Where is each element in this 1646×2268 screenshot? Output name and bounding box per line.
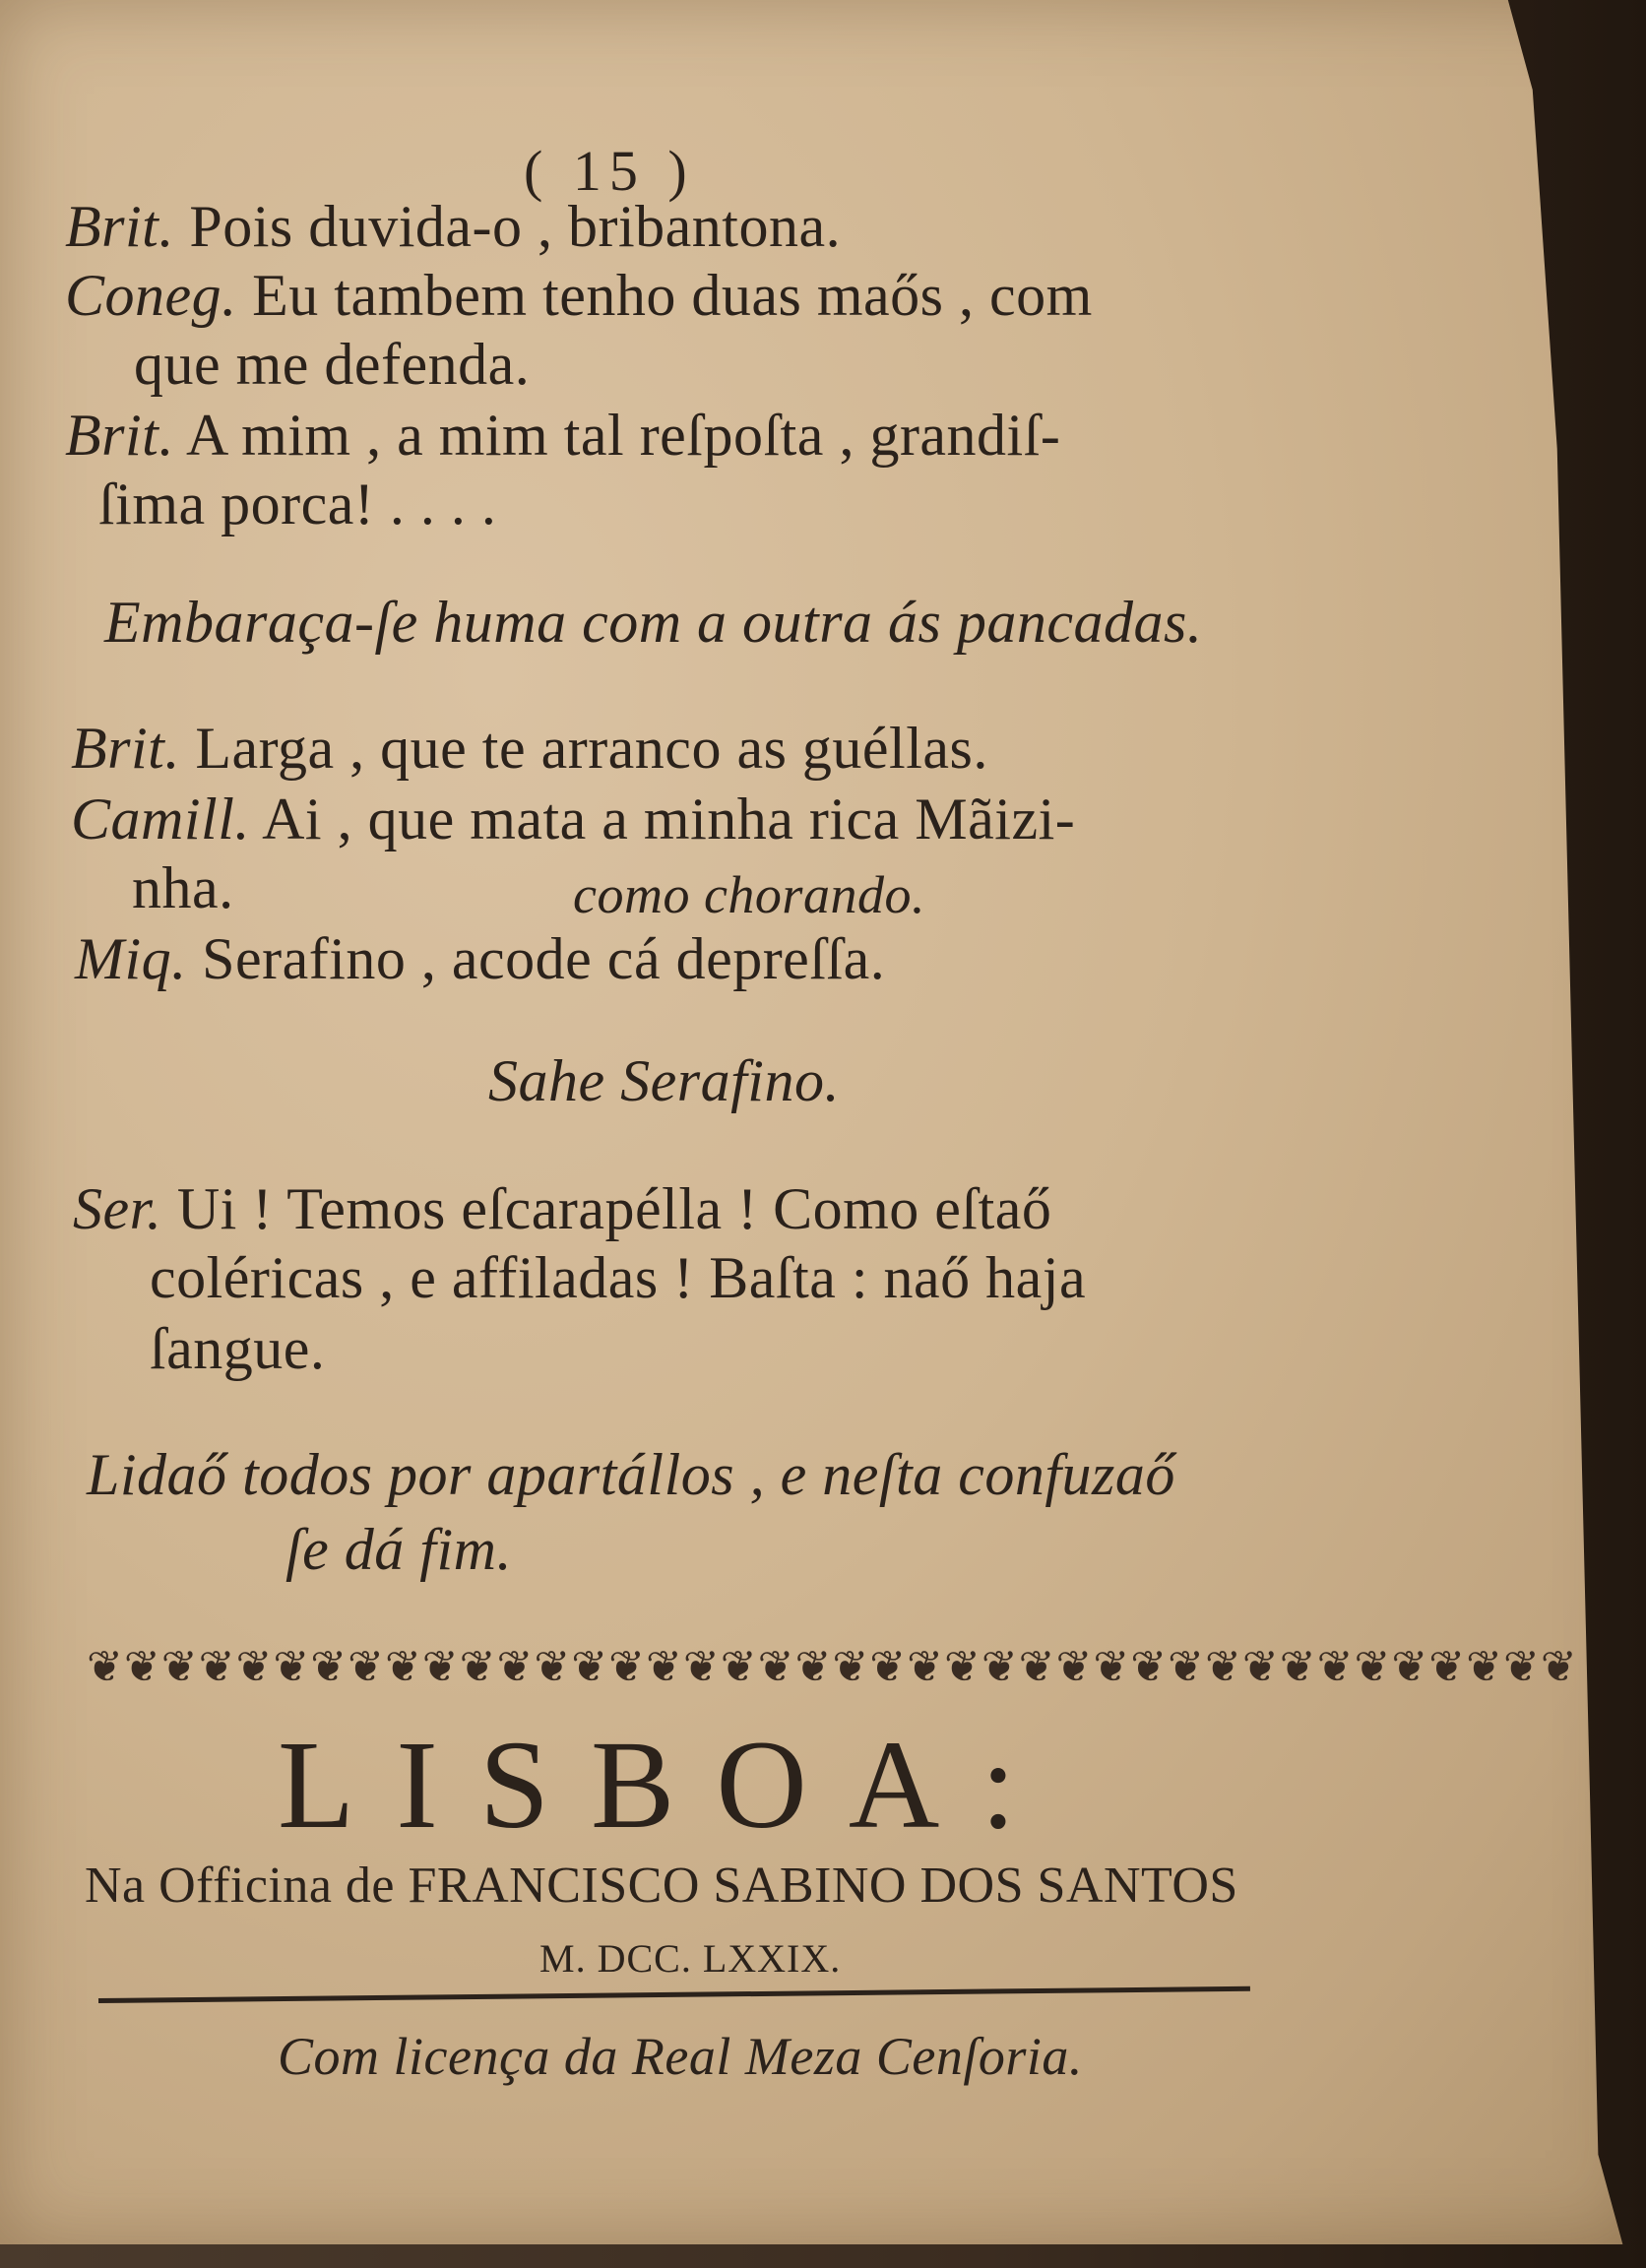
- ornament-border: ❦❦❦❦❦❦❦❦❦❦❦❦❦❦❦❦❦❦❦❦❦❦❦❦❦❦❦❦❦❦❦❦❦❦❦❦❦❦❦❦: [87, 1643, 1578, 1691]
- dialogue-text: nha.: [132, 855, 234, 920]
- dialogue-line: [73, 1175, 1051, 1243]
- speaker-name: Brit.: [65, 403, 174, 468]
- aside-direction: como chorando.: [573, 865, 925, 924]
- imprint-city: LISBOA:: [278, 1715, 1057, 1855]
- speaker-name: Camill.: [71, 787, 250, 851]
- dialogue-line: [71, 786, 1075, 853]
- speaker-name: Ser.: [73, 1176, 162, 1241]
- speaker-name: Brit.: [71, 716, 180, 781]
- speaker-name: Coneg.: [65, 263, 237, 328]
- dialogue-text: ſima porca! . . . .: [98, 472, 497, 536]
- dialogue-text: Serafino , acode cá depreſſa.: [202, 926, 886, 991]
- dialogue-line: [75, 925, 885, 993]
- speaker-name: Brit.: [65, 194, 174, 259]
- dialogue-text: Ai , que mata a minha rica Mãizi-: [262, 787, 1076, 851]
- dialogue-line: [134, 331, 530, 399]
- stage-direction: Sahe Serafino.: [488, 1048, 840, 1113]
- dialogue-text: ſangue.: [150, 1316, 326, 1381]
- dialogue-line: [65, 402, 1060, 470]
- dialogue-line: [65, 193, 841, 261]
- dialogue-line: [65, 262, 1093, 330]
- dialogue-text: coléricas , e affiladas ! Baſta : naő haja: [150, 1245, 1087, 1310]
- dialogue-line: [71, 715, 988, 783]
- stage-direction: Embaraça-ſe huma com a outra ás pancadas.: [104, 590, 1203, 655]
- imprint-license: Com licença da Real Meza Cenſoria.: [278, 2027, 1083, 2086]
- dialogue-text: Eu tambem tenho duas maős , com: [252, 263, 1093, 328]
- stage-direction: Lidaő todos por apartállos , e neſta confuzaő: [87, 1442, 1175, 1507]
- dialogue-text: Pois duvida-o , bribantona.: [189, 194, 842, 259]
- imprint-year: M. DCC. LXXIX.: [539, 1936, 842, 1981]
- dialogue-text: que me defenda.: [134, 332, 531, 397]
- dialogue-text: Larga , que te arranco as guéllas.: [195, 716, 988, 781]
- page-number: ( 15 ): [524, 139, 695, 203]
- dialogue-line: [132, 854, 234, 922]
- imprint-printer: Na Officina de FRANCISCO SABINO DOS SANTOS: [85, 1858, 1238, 1914]
- dialogue-line: [98, 471, 496, 538]
- dialogue-line: [150, 1244, 1086, 1312]
- dialogue-text: A mim , a mim tal reſpoſta , grandiſ-: [186, 403, 1061, 468]
- dialogue-line: [150, 1315, 325, 1383]
- stage-direction: ſe dá fim.: [285, 1517, 512, 1582]
- speaker-name: Miq.: [75, 926, 187, 991]
- dialogue-text: Ui ! Temos eſcarapélla ! Como eſtaő: [176, 1176, 1052, 1241]
